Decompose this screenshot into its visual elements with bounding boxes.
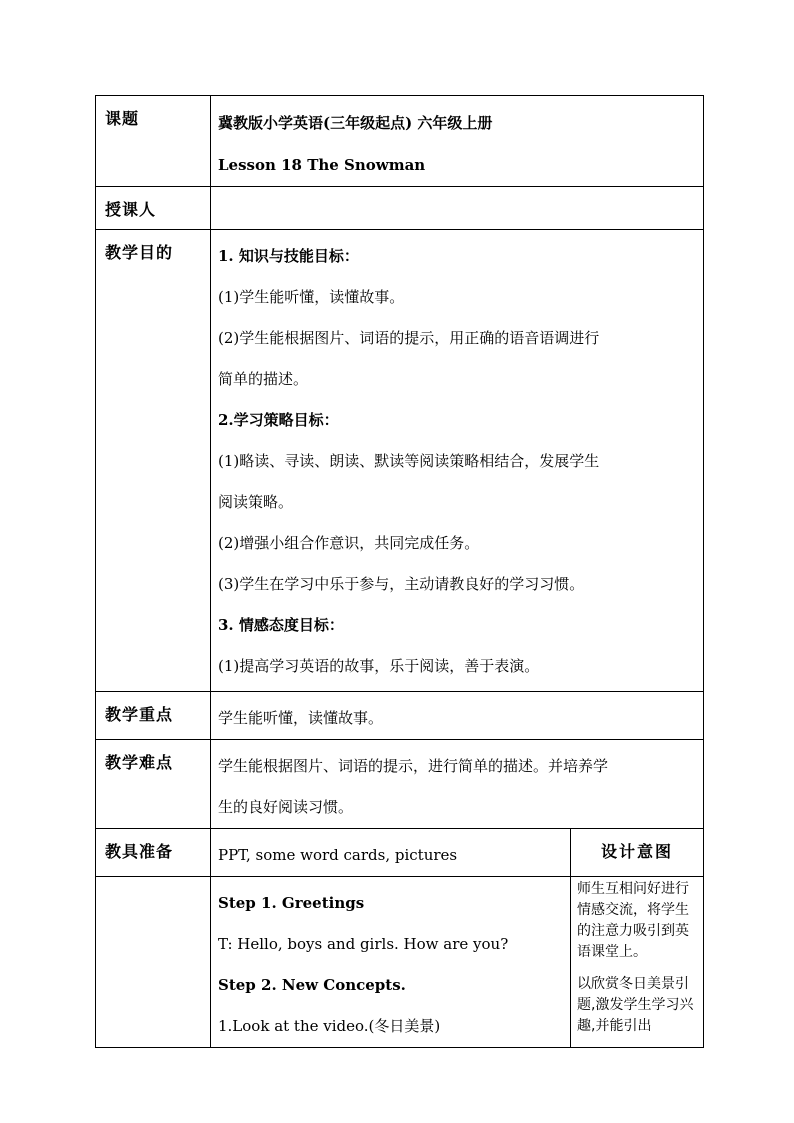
procedure-line: 1.Look at the video.(冬日美景) — [218, 1017, 441, 1035]
row-procedure — [96, 877, 704, 1048]
design-notes-cell — [571, 877, 704, 1048]
objective-line: 1. 知识与技能目标： — [218, 247, 359, 265]
objectives-cell — [211, 230, 704, 692]
objective-line: (3)学生在学习中乐于参与，主动请教良好的学习习惯。 — [218, 575, 585, 593]
teacher-cell — [211, 187, 704, 230]
objective-line: 2.学习策略目标： — [218, 411, 339, 429]
procedure-line: Step 2. New Concepts. — [218, 976, 406, 994]
title-cell — [211, 96, 704, 187]
title-line-2: Lesson 18 The Snowman — [218, 156, 426, 174]
objective-line: 阅读策略。 — [218, 493, 294, 511]
row-title — [96, 96, 704, 187]
design-note: 师生互相问好进行情感交流，将学生的注意力吸引到英语课堂上。 — [577, 881, 689, 960]
materials-cell — [211, 829, 571, 877]
row-materials — [96, 829, 704, 877]
key-points-cell — [211, 692, 704, 740]
row-difficulties — [96, 740, 704, 829]
label-materials: 教具准备 — [96, 829, 211, 877]
procedure-line: T: Hello, boys and girls. How are you? — [218, 935, 509, 953]
design-note: 以欣赏冬日美景引题,激发学生学习兴趣,并能引出 — [577, 976, 694, 1034]
objective-line: (1)提高学习英语的故事，乐于阅读，善于表演。 — [218, 657, 540, 675]
procedure-line: Step 1. Greetings — [218, 894, 365, 912]
label-objectives: 教学目的 — [96, 230, 211, 692]
difficulties-line: 学生能根据图片、词语的提示，进行简单的描述。并培养学 — [218, 757, 609, 775]
label-teacher: 授课人 — [96, 187, 211, 230]
difficulties-line: 生的良好阅读习惯。 — [218, 798, 354, 816]
row-teacher — [96, 187, 704, 230]
label-difficulties: 教学难点 — [96, 740, 211, 829]
row-objectives — [96, 230, 704, 692]
objective-line: 简单的描述。 — [218, 370, 309, 388]
difficulties-cell — [211, 740, 704, 829]
procedure-cell — [211, 877, 571, 1048]
design-intent-header: 设计意图 — [571, 829, 704, 877]
label-key-points: 教学重点 — [96, 692, 211, 740]
label-title: 课题 — [96, 96, 211, 187]
objective-line: (1)学生能听懂，读懂故事。 — [218, 288, 405, 306]
row-key-points — [96, 692, 704, 740]
objective-line: 3. 情感态度目标： — [218, 616, 344, 634]
objective-line: (2)学生能根据图片、词语的提示，用正确的语音语调进行 — [218, 329, 600, 347]
materials-text: PPT, some word cards, pictures — [218, 846, 458, 864]
procedure-label-cell — [96, 877, 211, 1048]
title-line-1: 冀教版小学英语(三年级起点) 六年级上册 — [218, 114, 493, 132]
lesson-plan-table — [95, 95, 704, 1048]
objective-line: (1)略读、寻读、朗读、默读等阅读策略相结合，发展学生 — [218, 452, 600, 470]
objective-line: (2)增强小组合作意识，共同完成任务。 — [218, 534, 480, 552]
key-points-text: 学生能听懂，读懂故事。 — [218, 709, 384, 727]
